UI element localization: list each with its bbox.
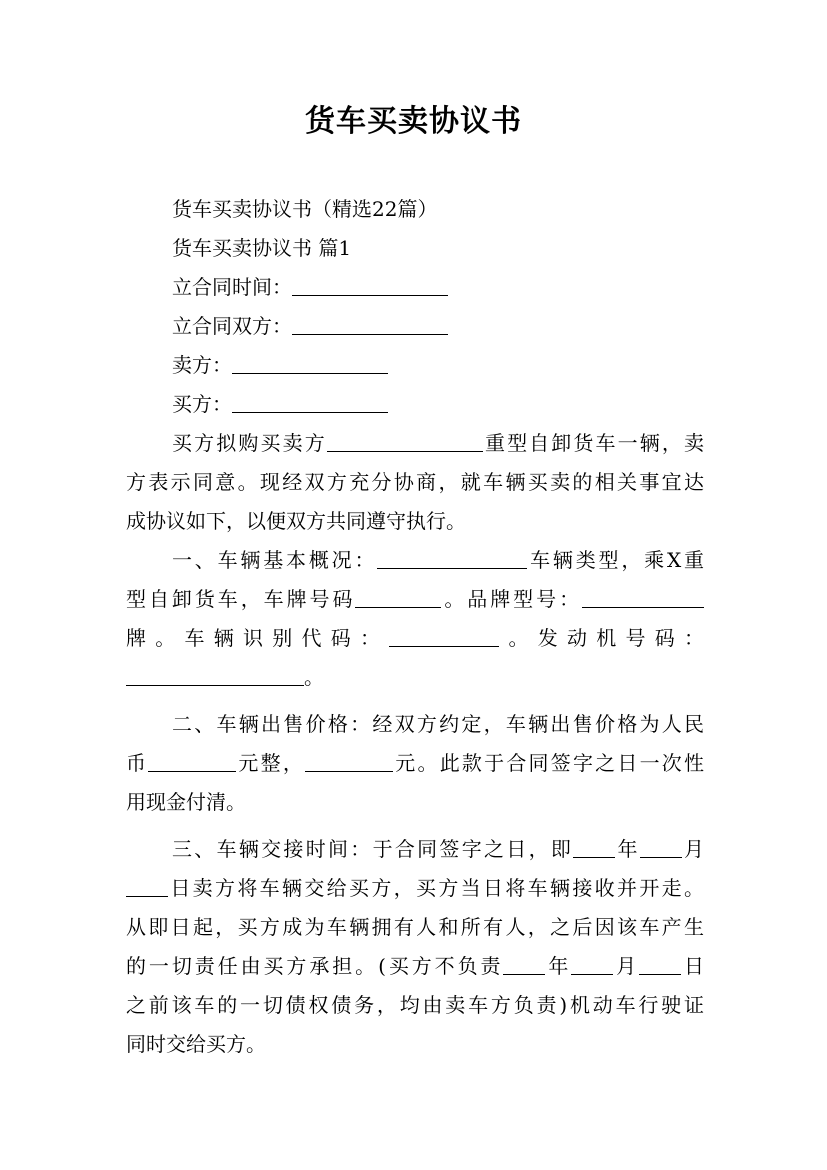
text: 型自卸货车，车牌号码 [126,587,356,611]
text: 从即日起，买方成为车辆拥有人和所有人，之后因该车产生 [126,915,704,939]
text: 一、车辆基本概况： [172,548,378,572]
text: 日 [681,954,705,978]
text: 。发动机号码： [499,626,704,650]
text: 年 [545,954,572,978]
blank-field [640,837,682,858]
text: 立合同双方： [172,314,292,338]
document-body [126,190,704,1064]
text: 买方拟购买卖方 [172,431,327,455]
blank-field [573,837,615,858]
blank-field [305,751,393,772]
paragraph-line [126,908,704,947]
blank-field [148,751,236,772]
contract-parties-line [126,307,704,346]
text: 同时交给买方。 [126,1032,266,1056]
paragraph-line [126,580,704,619]
paragraph-line [126,1025,704,1064]
blank-field [582,587,704,608]
paragraph-line [126,424,704,463]
paragraph-line [126,658,704,697]
paragraph-line [126,541,704,580]
blank-field [292,314,448,335]
text: 车辆类型，乘X重 [527,548,704,572]
blank-field [503,954,545,975]
text: 卖方： [172,353,232,377]
blank-field [292,275,448,296]
paragraph-line [126,830,704,869]
text: 元整， [236,751,306,775]
section-heading [126,229,704,268]
paragraph-line [126,463,704,502]
text: 元。此款于合同签字之日一次性 [393,751,705,775]
blank-field [389,626,499,647]
blank-field [571,954,613,975]
paragraph-line [126,986,704,1025]
blank-field [232,392,388,413]
text: 之前该车的一切债权债务，均由卖车方负责)机动车行驶证 [126,993,704,1017]
paragraph-line [126,783,704,822]
text: 牌。车辆识别代码： [126,626,390,650]
text: 立合同时间： [172,275,292,299]
paragraph-line [126,502,704,541]
text: 年 [615,837,640,861]
text: 月 [681,837,705,861]
blank-field [639,954,681,975]
text: 货车买卖协议书 篇1 [172,236,352,260]
text: 的一切责任由买方承担。(买方不负责 [126,954,504,978]
text: 。 [304,665,324,689]
blank-field [377,548,527,569]
text: 货车买卖协议书（精选22篇） [172,197,438,221]
subtitle-line [126,190,704,229]
text: 。品牌型号： [441,587,583,611]
text: 重型自卸货车一辆，卖 [482,431,705,455]
paragraph-line [126,947,704,986]
text: 币 [126,751,149,775]
blank-field [327,431,483,452]
text: 成协议如下，以便双方共同遵守执行。 [126,509,466,533]
text: 买方： [172,392,232,416]
blank-field [232,353,388,374]
paragraph-line [126,705,704,744]
document-title: 货车买卖协议书 [305,104,522,139]
paragraph-line [126,869,704,908]
blank-field [355,587,441,608]
text: 月 [613,954,640,978]
text: 三、车辆交接时间：于合同签字之日，即 [172,837,574,861]
text: 日卖方将车辆交给买方，买方当日将车辆接收并开走。 [168,876,704,900]
contract-time-line [126,268,704,307]
buyer-line [126,385,704,424]
text: 用现金付清。 [126,790,246,814]
text: 方表示同意。现经双方充分协商，就车辆买卖的相关事宜达 [126,470,704,494]
seller-line [126,346,704,385]
text: 二、车辆出售价格：经双方约定，车辆出售价格为人民 [172,712,704,736]
blank-field [126,876,168,897]
blank-field [126,665,304,686]
paragraph-line [126,619,704,658]
paragraph-line [126,744,704,783]
